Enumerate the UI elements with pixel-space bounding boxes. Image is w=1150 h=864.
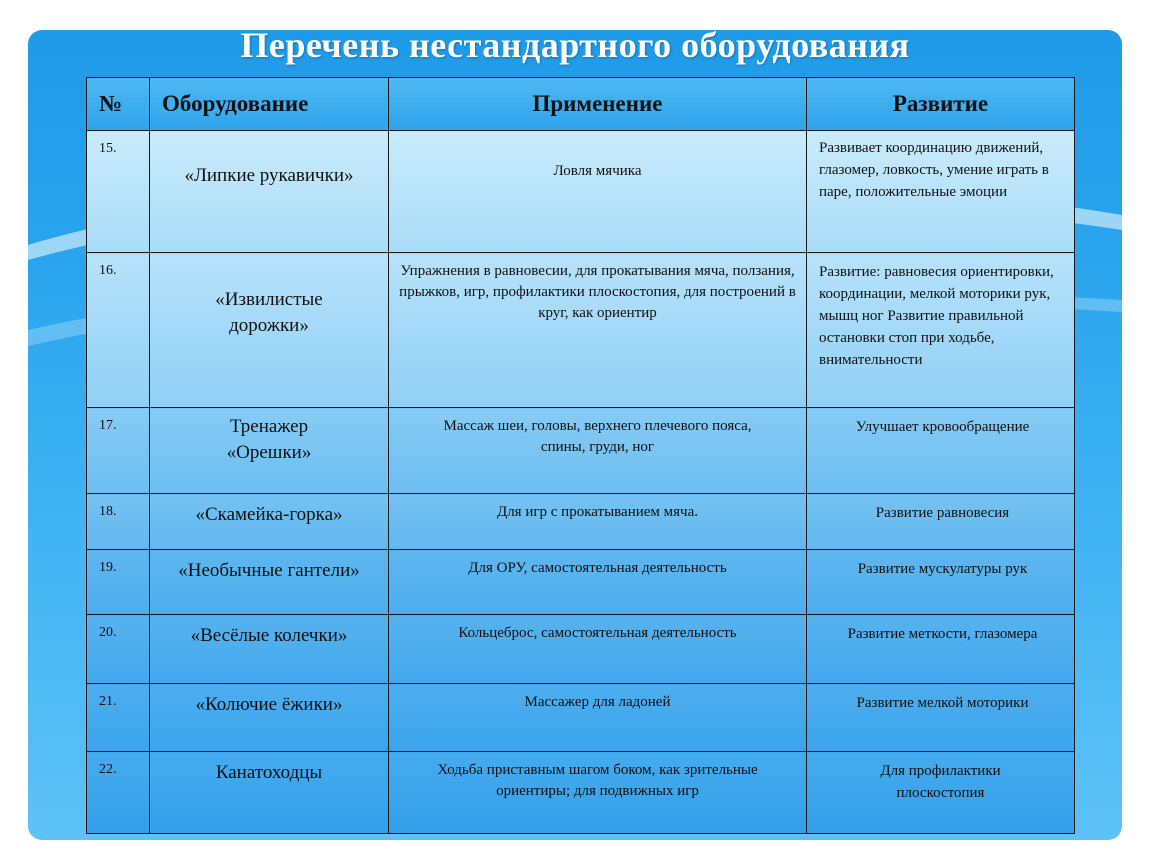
table-row bbox=[87, 131, 1075, 253]
slide-title: Перечень нестандартного оборудования bbox=[240, 25, 910, 65]
application-text: Массаж шеи, головы, верхнего плечевого пояса, спины, груди, ног bbox=[389, 408, 807, 494]
application-text: Для игр с прокатыванием мяча. bbox=[389, 494, 807, 550]
row-number: 21. bbox=[87, 684, 150, 752]
application-text: Для ОРУ, самостоятельная деятельность bbox=[389, 550, 807, 615]
table-row bbox=[87, 550, 1075, 615]
table-row bbox=[87, 408, 1075, 494]
table-row bbox=[87, 253, 1075, 408]
equipment-name: «Извилистые дорожки» bbox=[150, 253, 389, 408]
row-number: 15. bbox=[87, 131, 150, 253]
table-header-row bbox=[87, 78, 1075, 131]
development-text: Улучшает кровообращение bbox=[807, 408, 1075, 494]
equipment-name: «Колючие ёжики» bbox=[150, 684, 389, 752]
header-equipment: Оборудование bbox=[150, 78, 389, 131]
header-development: Развитие bbox=[807, 78, 1075, 131]
development-text: Развитие равновесия bbox=[807, 494, 1075, 550]
equipment-name: «Весёлые колечки» bbox=[150, 615, 389, 684]
development-text: Для профилактики плоскостопия bbox=[807, 752, 1075, 834]
development-text: Развитие мускулатуры рук bbox=[807, 550, 1075, 615]
development-text: Развивает координацию движений, глазомер, ловкость, умение играть в паре, положительные эмоции bbox=[807, 131, 1075, 253]
equipment-name: «Необычные гантели» bbox=[150, 550, 389, 615]
header-application: Применение bbox=[389, 78, 807, 131]
equipment-name: Тренажер «Орешки» bbox=[150, 408, 389, 494]
development-text: Развитие мелкой моторики bbox=[807, 684, 1075, 752]
row-number: 20. bbox=[87, 615, 150, 684]
development-text: Развитие: равновесия ориентировки, координации, мелкой моторики рук, мышц ног Развитие правильной остановки стоп при ходьбе, внимательности bbox=[807, 253, 1075, 408]
equipment-name: Канатоходцы bbox=[150, 752, 389, 834]
application-text: Кольцеброс, самостоятельная деятельность bbox=[389, 615, 807, 684]
row-number: 16. bbox=[87, 253, 150, 408]
application-text: Ходьба приставным шагом боком, как зрительные ориентиры; для подвижных игр bbox=[389, 752, 807, 834]
row-number: 17. bbox=[87, 408, 150, 494]
row-number: 18. bbox=[87, 494, 150, 550]
table-row bbox=[87, 494, 1075, 550]
table-row bbox=[87, 615, 1075, 684]
row-number: 19. bbox=[87, 550, 150, 615]
table-row bbox=[87, 684, 1075, 752]
development-text: Развитие меткости, глазомера bbox=[807, 615, 1075, 684]
equipment-table bbox=[86, 77, 1075, 834]
header-number: № bbox=[87, 78, 150, 131]
equipment-name: «Липкие рукавички» bbox=[150, 131, 389, 253]
application-text: Массажер для ладоней bbox=[389, 684, 807, 752]
application-text: Ловля мячика bbox=[389, 131, 807, 253]
table-row bbox=[87, 752, 1075, 834]
application-text: Упражнения в равновесии, для прокатывания мяча, ползания, прыжков, игр, профилактики плоскостопия, для построений в круг, как ориентир bbox=[389, 253, 807, 408]
row-number: 22. bbox=[87, 752, 150, 834]
equipment-name: «Скамейка-горка» bbox=[150, 494, 389, 550]
